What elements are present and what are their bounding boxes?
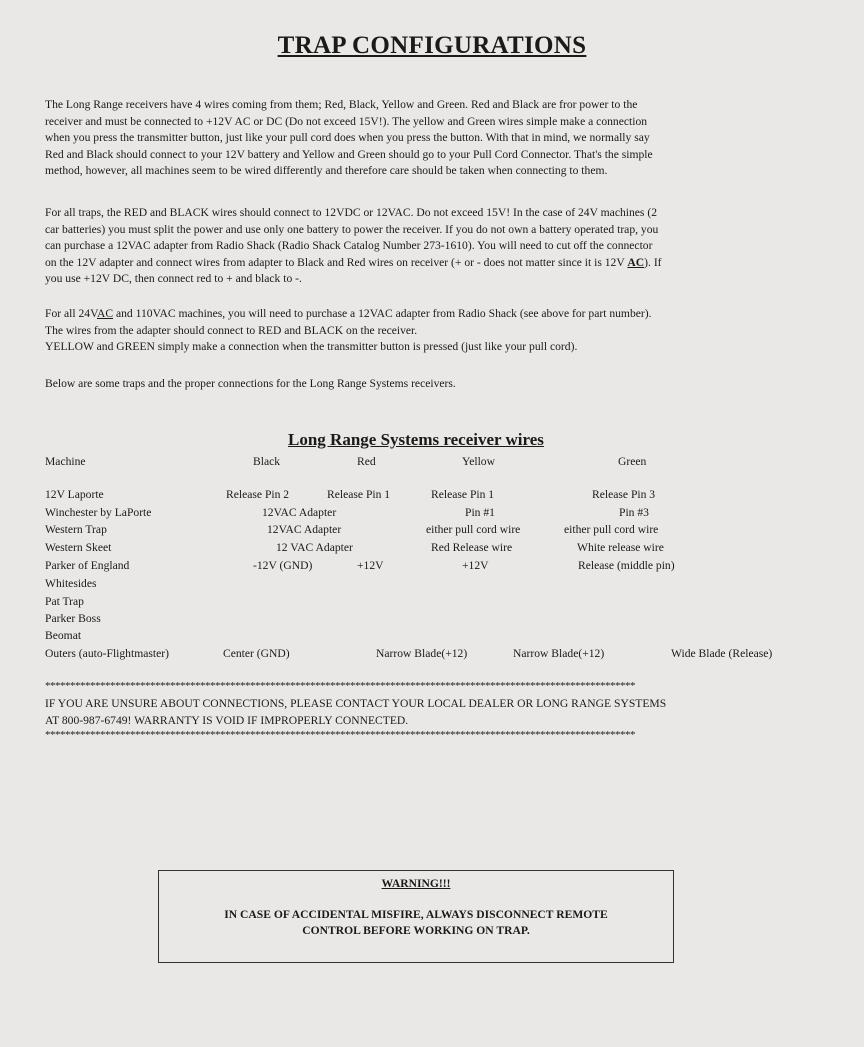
cell-green: Pin #3 [619, 506, 649, 519]
cell-black: 12 VAC Adapter [276, 541, 353, 554]
text-line: you use +12V DC, then connect red to + and black to -. [45, 272, 302, 286]
cell-green: either pull cord wire [564, 523, 659, 536]
cell-yellow: either pull cord wire [426, 523, 521, 536]
cell-black: Center (GND) [223, 647, 290, 660]
warning-body [159, 907, 673, 938]
cell-red: Release Pin 1 [327, 488, 391, 501]
text-line [45, 306, 825, 323]
cell-green: Release Pin 3 [592, 488, 656, 501]
cell-yellow: +12V [462, 559, 489, 572]
text-line: method, however, all machines seem to be wired differently and therefore care should be taken when connecting to them. [45, 164, 608, 178]
warning-title: WARNING!!! [381, 877, 451, 890]
text-line: car batteries) you must split the power and use only one battery to power the receiver. If you do not own a battery operated trap, you [45, 222, 659, 236]
cell-green: Wide Blade (Release) [671, 647, 773, 660]
asterisk-divider-top: ********************************************************************************************************************** [45, 680, 635, 692]
cell-yellow: Release Pin 1 [431, 488, 495, 501]
cell-machine: Pat Trap [45, 595, 84, 608]
contact-notice [45, 696, 845, 729]
header-green: Green [618, 455, 647, 468]
cell-green: Release (middle pin) [578, 559, 675, 572]
cell-machine: Beomat [45, 629, 82, 642]
text-segment: and 110VAC machines, you will need to purchase a 12VAC adapter from Radio Shack (see above for part number). [113, 307, 652, 320]
cell-black: 12VAC Adapter [267, 523, 342, 536]
text-line: Red and Black should connect to your 12V battery and Yellow and Green should go to your Pull Cord Connector. That's the simple [45, 147, 653, 161]
cell-yellow: Red Release wire [431, 541, 513, 554]
cell-black: -12V (GND) [253, 559, 313, 572]
text-line: AT 800-987-6749! WARRANTY IS VOID IF IMPROPERLY CONNECTED. [45, 713, 409, 727]
intro-paragraph [45, 97, 825, 180]
cell-machine: Whitesides [45, 577, 97, 590]
header-machine: Machine [45, 455, 86, 468]
ac-emphasis: AC [627, 255, 645, 269]
text-line: Below are some traps and the proper connections for the Long Range Systems receivers. [45, 377, 456, 390]
text-line [45, 255, 825, 272]
cell-machine: Parker of England [45, 559, 130, 572]
text-line: YELLOW and GREEN simply make a connection when the transmitter button is pressed (just like your pull cord). [45, 340, 578, 354]
cell-machine: Parker Boss [45, 612, 101, 625]
warning-box [158, 870, 674, 963]
cell-machine: Winchester by LaPorte [45, 506, 152, 519]
cell-yellow: Narrow Blade(+12) [513, 647, 605, 660]
page-title: TRAP CONFIGURATIONS [277, 32, 587, 59]
header-black: Black [253, 455, 281, 468]
text-line: For all traps, the RED and BLACK wires should connect to 12VDC or 12VAC. Do not exceed 15V! In the case of 24V machines (2 [45, 206, 657, 219]
asterisk-divider-bottom: ********************************************************************************************************************** [45, 729, 635, 741]
cell-green: White release wire [577, 541, 664, 554]
cell-machine: Western Skeet [45, 541, 112, 554]
below-paragraph [45, 376, 825, 393]
header-yellow: Yellow [462, 455, 495, 468]
ac-underline: AC [96, 307, 114, 320]
cell-machine: Western Trap [45, 523, 107, 536]
cell-black: Release Pin 2 [226, 488, 290, 501]
vac-paragraph [45, 306, 825, 356]
cell-red: Narrow Blade(+12) [376, 647, 468, 660]
text-line: when you press the transmitter button, just like your pull cord does when you press the button. With that in mind, we normally say [45, 131, 650, 145]
text-line: receiver and must be connected to +12V AC or DC (Do not exceed 15V!). The yellow and Green wires simple make a connection [45, 114, 648, 128]
text-segment: ). If [644, 255, 662, 269]
header-red: Red [357, 455, 376, 468]
text-line: The wires from the adapter should connect to RED and BLACK on the receiver. [45, 323, 418, 337]
text-segment: on the 12V adapter and connect wires from adapter to Black and Red wires on receiver (+ or - does not matter since it is 12V [45, 255, 628, 269]
text-line: IF YOU ARE UNSURE ABOUT CONNECTIONS, PLEASE CONTACT YOUR LOCAL DEALER OR LONG RANGE SYSTEMS [45, 697, 667, 710]
cell-red: +12V [357, 559, 384, 572]
text-segment: For all 24V [45, 307, 97, 320]
text-line: IN CASE OF ACCIDENTAL MISFIRE, ALWAYS DISCONNECT REMOTE [224, 908, 608, 921]
cell-machine: 12V Laporte [45, 488, 104, 501]
text-line: CONTROL BEFORE WORKING ON TRAP. [302, 923, 530, 937]
text-line: can purchase a 12VAC adapter from Radio Shack (Radio Shack Catalog Number 273-1610). You will need to cut off the connector [45, 239, 653, 253]
text-line: The Long Range receivers have 4 wires coming from them; Red, Black, Yellow and Green. Red and Black are fror power to the [45, 98, 638, 111]
cell-machine: Outers (auto-Flightmaster) [45, 647, 169, 660]
traps-paragraph [45, 205, 825, 288]
table-title: Long Range Systems receiver wires [288, 430, 544, 449]
cell-yellow: Pin #1 [465, 506, 495, 519]
cell-black: 12VAC Adapter [262, 506, 337, 519]
